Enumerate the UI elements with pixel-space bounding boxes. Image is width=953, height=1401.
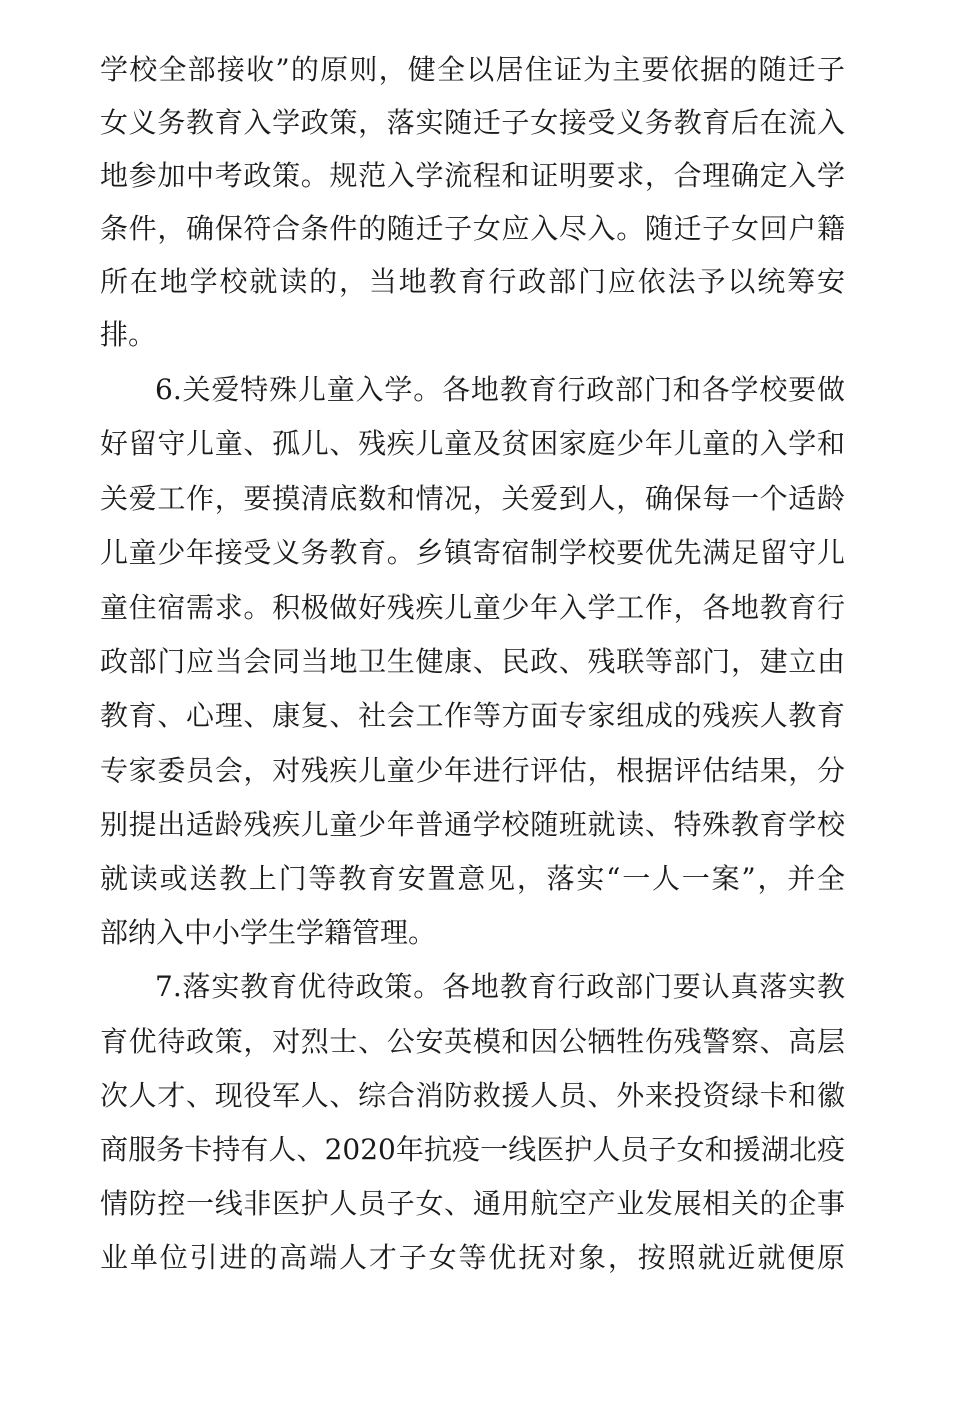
text-line: 所在地学校就读的，当地教育行政部门应依法予以统筹安	[100, 265, 845, 298]
text-line: 专家委员会，对残疾儿童少年进行评估，根据评估结果，分	[100, 754, 845, 787]
text-line: 部纳入中小学生学籍管理。	[100, 916, 437, 949]
text-line: 教育、心理、康复、社会工作等方面专家组成的残疾人教育	[100, 699, 845, 732]
text-line: 学校全部接收”的原则，健全以居住证为主要依据的随迁子	[100, 53, 845, 86]
text-line: 地参加中考政策。规范入学流程和证明要求，合理确定入学	[100, 159, 845, 192]
text-line: 关爱工作，要摸清底数和情况，关爱到人，确保每一个适龄	[100, 482, 845, 515]
text-line: 排。	[100, 318, 157, 351]
paragraph-7-heading-line: 7.落实教育优待政策。各地教育行政部门要认真落实教	[155, 970, 845, 1003]
text-line: 别提出适龄残疾儿童少年普通学校随班就读、特殊教育学校	[100, 808, 845, 841]
text-line: 条件，确保符合条件的随迁子女应入尽入。随迁子女回户籍	[100, 212, 845, 245]
text-line: 女义务教育入学政策，落实随迁子女接受义务教育后在流入	[100, 106, 845, 139]
text-line: 童住宿需求。积极做好残疾儿童少年入学工作，各地教育行	[100, 591, 845, 624]
text-line: 情防控一线非医护人员子女、通用航空产业发展相关的企事	[100, 1187, 845, 1220]
text-line: 业单位引进的高端人才子女等优抚对象，按照就近就便原	[100, 1241, 845, 1274]
paragraph-6-heading-line: 6.关爱特殊儿童入学。各地教育行政部门和各学校要做	[155, 373, 845, 406]
text-line: 次人才、现役军人、综合消防救援人员、外来投资绿卡和徽	[100, 1079, 845, 1112]
text-line: 商服务卡持有人、2020年抗疫一线医护人员子女和援湖北疫	[100, 1133, 845, 1166]
text-line: 好留守儿童、孤儿、残疾儿童及贫困家庭少年儿童的入学和	[100, 427, 845, 460]
text-line: 育优待政策，对烈士、公安英模和因公牺牲伤残警察、高层	[100, 1025, 845, 1058]
text-line: 儿童少年接受义务教育。乡镇寄宿制学校要优先满足留守儿	[100, 536, 845, 569]
text-line: 政部门应当会同当地卫生健康、民政、残联等部门，建立由	[100, 645, 845, 678]
text-line: 就读或送教上门等教育安置意见，落实“一人一案”，并全	[100, 862, 845, 895]
